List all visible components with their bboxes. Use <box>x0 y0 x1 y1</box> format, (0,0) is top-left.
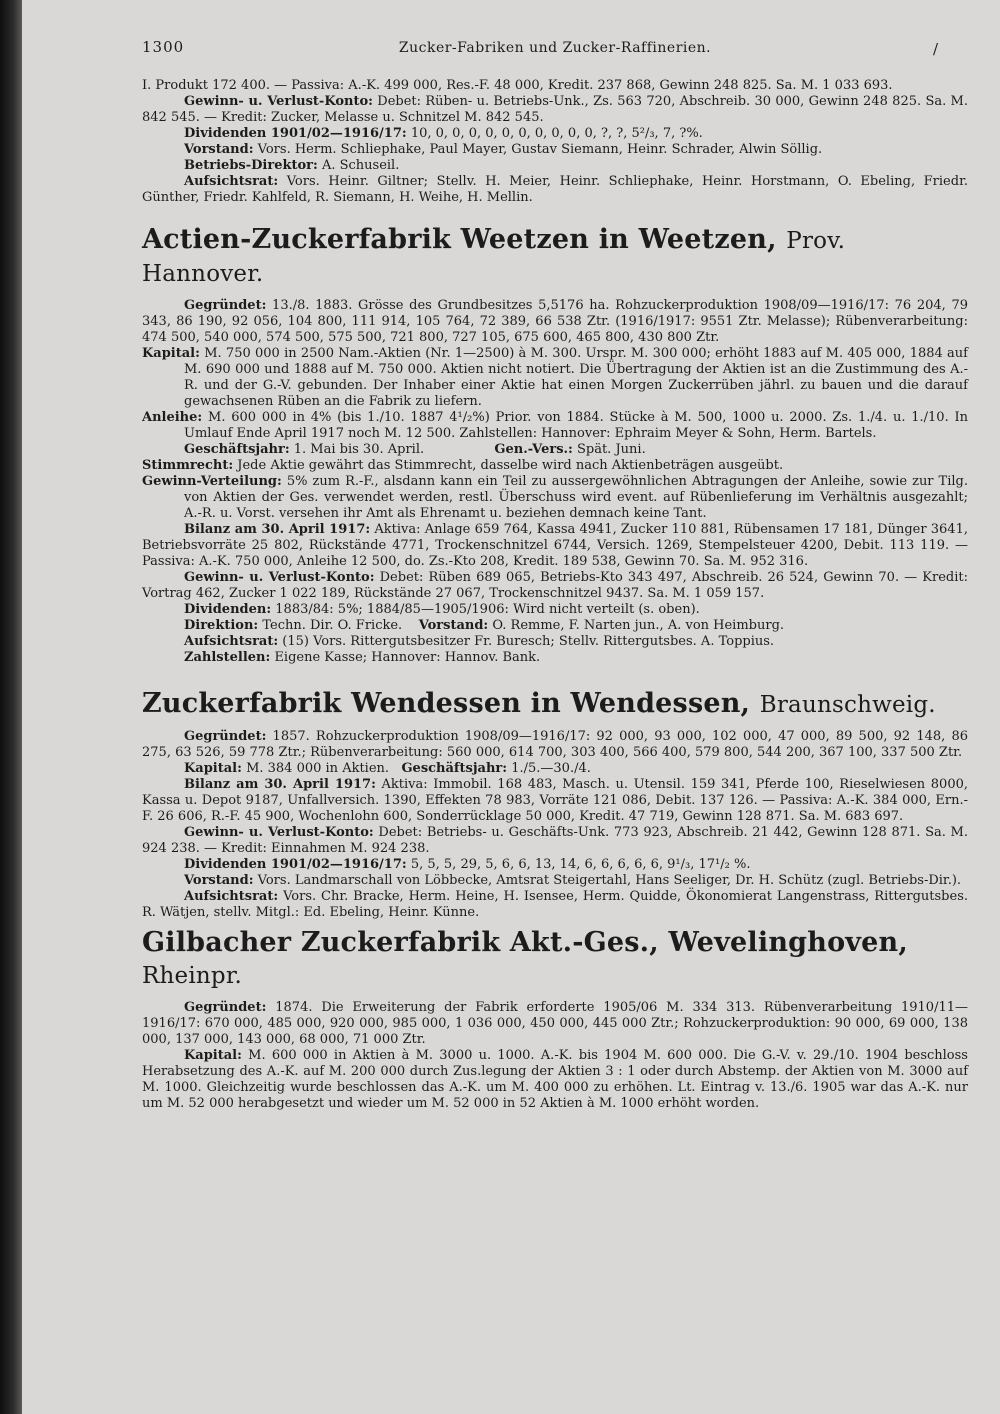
page-number: 1300 <box>142 38 185 56</box>
entry-gilbach <box>142 927 968 1112</box>
page-content <box>142 38 968 1112</box>
paragraph-fiscal-year: Geschäftsjahr: 1. Mai bis 30. April. Gen.-Vers.: Spät. Juni. <box>184 442 646 457</box>
paragraph-voting-right: Stimmrecht: Jede Aktie gewährt das Stimmrecht, dasselbe wird nach Aktienbeträgen ausgeübt. <box>142 458 784 473</box>
entry-weetzen <box>142 224 968 666</box>
paragraph-board: Vorstand: Vors. Herm. Schliephake, Paul Mayer, Gustav Siemann, Heinr. Schrader, Alwin Söllig. <box>184 142 823 157</box>
paragraph-founded: Gegründet: 1874. Die Erweiterung der Fabrik erforderte 1905/06 M. 334 313. Rübenverarbeitung 1910/11—1916/17: 670 000, 485 000, 920 000, 985 000, 1 036 000, 450 000, 445 000 Ztr.; Rohzuckerproduktion: 90 000, 69 000, 138 000, 137 000, 143 000, 68 000, 71 000 Ztr. <box>142 1000 968 1047</box>
paragraph-founded: Gegründet: 1857. Rohzuckerproduktion 1908/09—1916/17: 92 000, 93 000, 102 000, 47 000, 89 500, 92 148, 86 275, 63 526, 59 778 Ztr.; Rübenverarbeitung: 560 000, 614 700, 303 400, 566 400, 579 800, 544 200, 367 100, 337 500 Ztr. <box>142 729 968 760</box>
company-heading: Gilbacher Zuckerfabrik Akt.-Ges., Wevelinghoven, Rheinpr. <box>142 927 908 989</box>
paragraph-supervisory-board: Aufsichtsrat: Vors. Heinr. Giltner; Stellv. H. Meier, Heinr. Schliephake, Heinr. Horstmann, O. Ebeling, Friedr. Günther, Friedr. Kahlfeld, R. Siemann, H. Weihe, H. Mellin. <box>142 174 968 205</box>
paragraph-supervisory-board: Aufsichtsrat: (15) Vors. Rittergutsbesitzer Fr. Buresch; Stellv. Rittergutsbes. A. Toppius. <box>184 634 775 649</box>
paragraph-balance-sheet: Bilanz am 30. April 1917: Aktiva: Immobil. 168 483, Masch. u. Utensil. 159 341, Pferde 100, Rieselwiesen 8000, Kassa u. Depot 9187, Unfallversich. 1390, Effekten 78 983, Vorräte 121 086, Debit. 137 126. — Passiva: A.-K. 384 000, Ern.-F. 26 606, R.-F. 45 900, Wochenlohn 600, Sonderrücklage 50 000, Kredit. 47 719, Gewinn 128 871. Sa. M. 683 697. <box>142 777 968 824</box>
paragraph-capital: Kapital: M. 384 000 in Aktien. Geschäftsjahr: 1./5.—30./4. <box>184 761 591 776</box>
paragraph-profit-distribution: Gewinn-Verteilung: 5% zum R.-F., alsdann kann ein Teil zu aussergewöhnlichen Abtragungen der Anleihe, sowie zur Tilg. von Aktien der Ges. verwendet werden, restl. Überschuss wird event. auf Rübenlieferung im Verhältnis ausgezahlt; A.-R. u. Vorst. versehen ihr Amt als Ehrenamt u. beziehen demnach keine Tant. <box>142 474 968 521</box>
paragraph-dividends: Dividenden 1901/02—1916/17: 5, 5, 5, 29, 5, 6, 6, 13, 14, 6, 6, 6, 6, 6, 9¹/₃, 17¹/₂ %. <box>184 857 751 872</box>
paragraph-dividends: Dividenden: 1883/84: 5%; 1884/85—1905/1906: Wird nicht verteilt (s. oben). <box>184 602 700 617</box>
paragraph-balance-continued: I. Produkt 172 400. — Passiva: A.-K. 499 000, Res.-F. 48 000, Kredit. 237 868, Gewinn 248 825. Sa. M. 1 033 693. <box>142 78 893 93</box>
entry-wendessen <box>142 688 968 921</box>
paragraph-paying-agents: Zahlstellen: Eigene Kasse; Hannover: Hannov. Bank. <box>184 650 541 665</box>
paragraph-supervisory-board: Aufsichtsrat: Vors. Chr. Bracke, Herm. Heine, H. Isensee, Herm. Quidde, Ökonomierat Langenstrass, Rittergutsbes. R. Wätjen, stellv. Mitgl.: Ed. Ebeling, Heinr. Künne. <box>142 889 968 920</box>
running-title: Zucker-Fabriken und Zucker-Raffinerien. <box>398 40 712 56</box>
paragraph-director: Betriebs-Direktor: A. Schuseil. <box>184 158 400 173</box>
paragraph-profit-loss: Gewinn- u. Verlust-Konto: Debet: Rüben- u. Betriebs-Unk., Zs. 563 720, Abschreib. 30 000, Gewinn 248 825. Sa. M. 842 545. — Kredit: Zucker, Melasse u. Schnitzel M. 842 545. <box>142 94 968 125</box>
paragraph-capital: Kapital: M. 600 000 in Aktien à M. 3000 u. 1000. A.-K. bis 1904 M. 600 000. Die G.-V. v. 29./10. 1904 beschloss Herabsetzung des A.-K. auf M. 200 000 durch Zus.legung der Aktien 3 : 1 oder durch Abstemp. der Aktien von M. 3000 auf M. 1000. Gleichzeitig wurde beschlossen das A.-K. um M. 400 000 zu erhöhen. Lt. Eintrag v. 13./6. 1905 war das A.-K. nur um M. 52 000 herabgesetzt und wieder um M. 52 000 in 52 Aktien à M. 1000 erhöht worden. <box>142 1048 968 1111</box>
binding-shadow <box>0 0 22 1414</box>
document-page <box>22 0 1000 1414</box>
paragraph-balance-sheet: Bilanz am 30. April 1917: Aktiva: Anlage 659 764, Kassa 4941, Zucker 110 881, Rübensamen 17 181, Dünger 3641, Betriebsvorräte 25 802, Rückstände 4771, Trockenschnitzel 6744, Versich. 1269, Stempelsteuer 4200, Debit. 113 119. — Passiva: A.-K. 750 000, Anleihe 12 500, do. Zs.-Kto 208, Kredit. 189 538, Gewinn 70. Sa. M. 952 316. <box>142 522 968 569</box>
page-header <box>142 38 968 64</box>
margin-mark: / <box>932 40 938 58</box>
paragraph-profit-loss: Gewinn- u. Verlust-Konto: Debet: Betriebs- u. Geschäfts-Unk. 773 923, Abschreib. 21 442, Gewinn 128 871. Sa. M. 924 238. — Kredit: Einnahmen M. 924 238. <box>142 825 968 856</box>
paragraph-profit-loss: Gewinn- u. Verlust-Konto: Debet: Rüben 689 065, Betriebs-Kto 343 497, Abschreib. 26 524, Gewinn 70. — Kredit: Vortrag 462, Zucker 1 022 189, Rückstände 27 067, Trockenschnitzel 9437. Sa. M. 1 059 157. <box>142 570 968 601</box>
company-heading: Zuckerfabrik Wendessen in Wendessen, Braunschweig. <box>142 688 936 719</box>
paragraph-management: Direktion: Techn. Dir. O. Fricke. Vorstand: O. Remme, F. Narten jun., A. von Heimburg. <box>184 618 785 633</box>
paragraph-capital: Kapital: M. 750 000 in 2500 Nam.-Aktien (Nr. 1—2500) à M. 300. Urspr. M. 300 000; erhöht 1883 auf M. 405 000, 1884 auf M. 690 000 und 1888 auf M. 750 000. Aktien nicht notiert. Die Übertragung der Aktien ist an die Zustimmung des A.-R. und der G.-V. gebunden. Der Inhaber einer Aktie hat einen Morgen Zuckerrüben jährl. zu bauen und die darauf gewachsenen Rüben an die Fabrik zu liefern. <box>142 346 968 409</box>
company-heading: Actien-Zuckerfabrik Weetzen in Weetzen, Prov. Hannover. <box>142 224 846 287</box>
paragraph-loan: Anleihe: M. 600 000 in 4% (bis 1./10. 1887 4¹/₂%) Prior. von 1884. Stücke à M. 500, 1000 u. 2000. Zs. 1./4. u. 1./10. In Umlauf Ende April 1917 noch M. 12 500. Zahlstellen: Hannover: Ephraim Meyer & Sohn, Herm. Bartels. <box>142 410 968 441</box>
entry-previous-continued <box>142 78 968 206</box>
paragraph-founded: Gegründet: 13./8. 1883. Grösse des Grundbesitzes 5,5176 ha. Rohzuckerproduktion 1908/09—1916/17: 76 204, 79 343, 86 190, 92 056, 104 800, 111 914, 105 764, 72 389, 66 538 Ztr. (1916/1917: 9551 Ztr. Melasse); Rübenverarbeitung: 474 500, 540 000, 574 500, 575 500, 721 800, 727 105, 675 600, 465 800, 430 800 Ztr. <box>142 298 968 345</box>
paragraph-board: Vorstand: Vors. Landmarschall von Löbbecke, Amtsrat Steigertahl, Hans Seeliger, Dr. H. Schütz (zugl. Betriebs-Dir.). <box>184 873 962 888</box>
paragraph-dividends: Dividenden 1901/02—1916/17: 10, 0, 0, 0, 0, 0, 0, 0, 0, 0, 0, ?, ?, 5²/₃, 7, ?%. <box>184 126 703 141</box>
